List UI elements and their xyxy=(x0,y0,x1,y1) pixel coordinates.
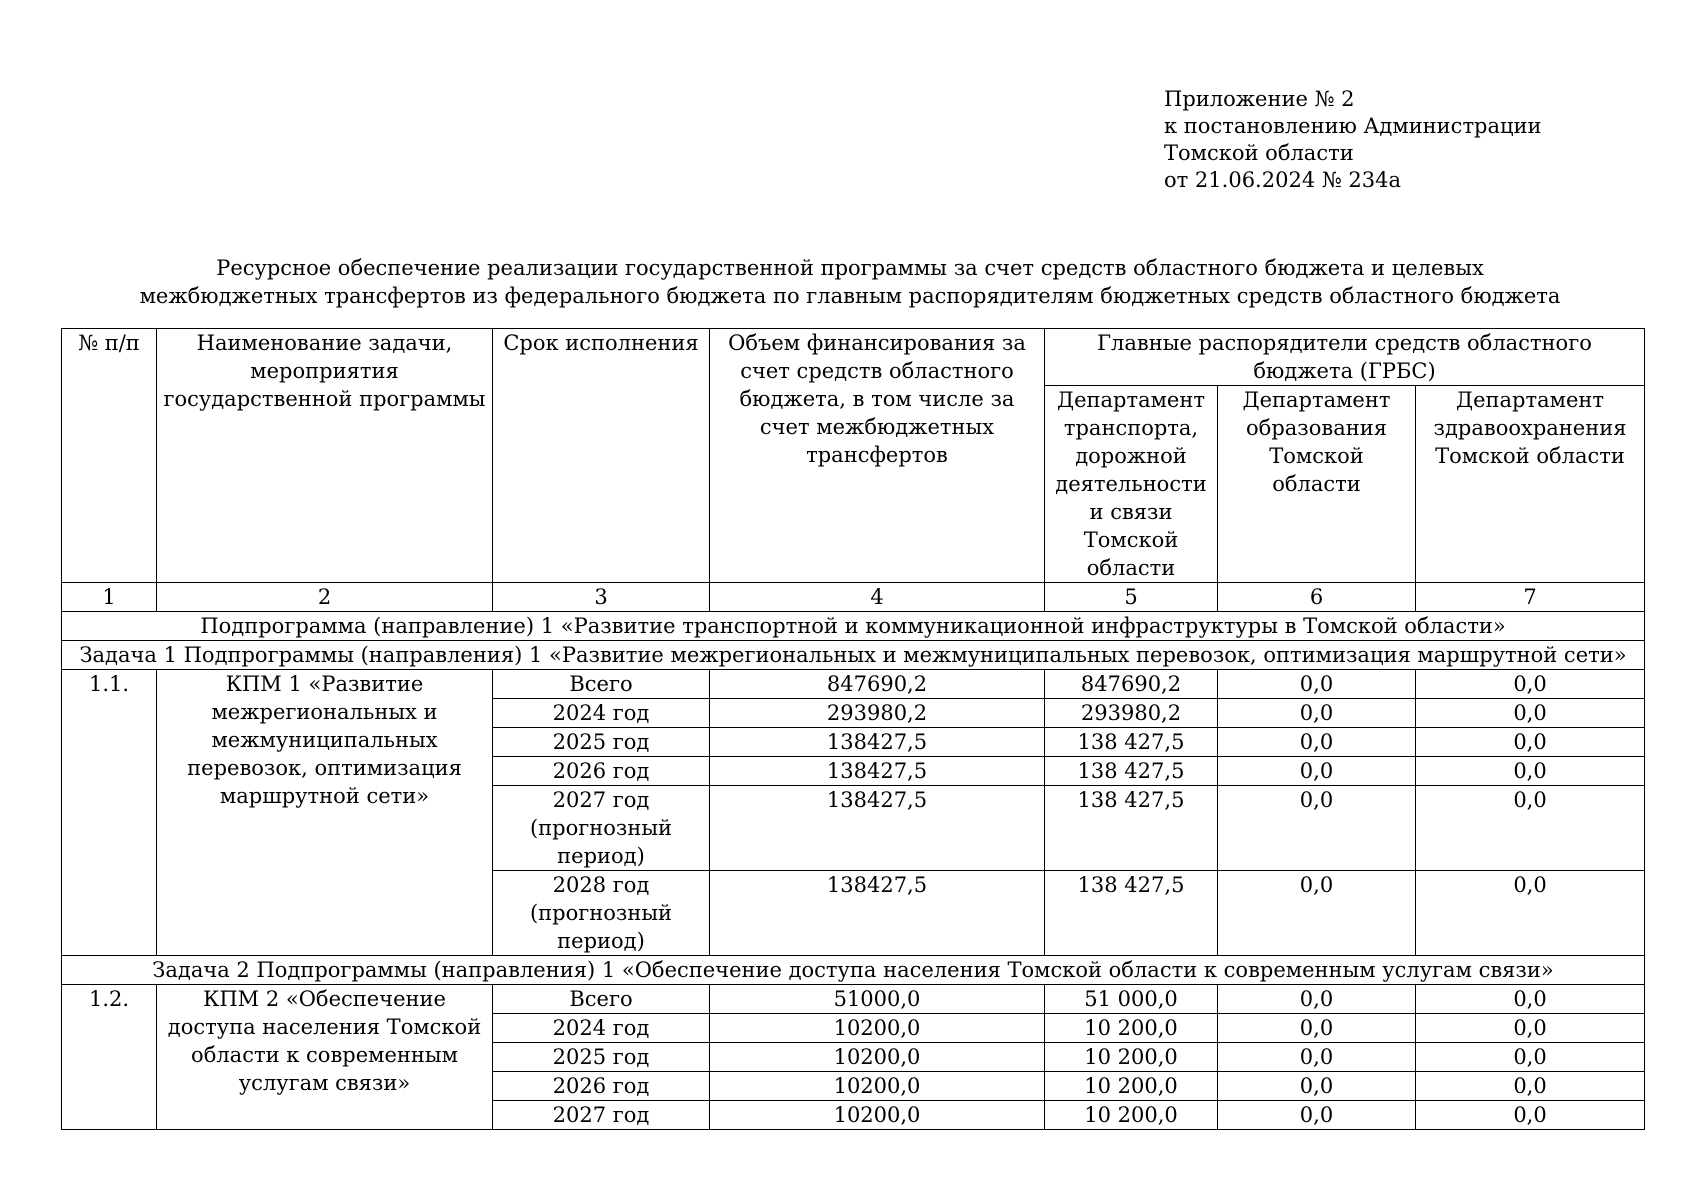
health-cell: 0,0 xyxy=(1416,670,1645,699)
table-row xyxy=(62,670,1645,699)
term-cell: 2025 год xyxy=(493,728,710,757)
health-cell: 0,0 xyxy=(1416,728,1645,757)
task-2-name: КПМ 2 «Обеспечение доступа населения Томской области к современным услугам связи» xyxy=(157,985,493,1130)
education-cell: 0,0 xyxy=(1218,985,1416,1014)
table-row xyxy=(62,985,1645,1014)
task-2-title: Задача 2 Подпрограммы (направления) 1 «Обеспечение доступа населения Томской области к современным услугам связи» xyxy=(62,956,1645,985)
task-2-index: 1.2. xyxy=(62,985,157,1130)
health-cell: 0,0 xyxy=(1416,699,1645,728)
education-cell: 0,0 xyxy=(1218,871,1416,956)
transport-cell: 10 200,0 xyxy=(1045,1072,1218,1101)
education-cell: 0,0 xyxy=(1218,1043,1416,1072)
header-num: № п/п xyxy=(62,329,157,583)
education-cell: 0,0 xyxy=(1218,1072,1416,1101)
task-1-index: 1.1. xyxy=(62,670,157,956)
education-cell: 0,0 xyxy=(1218,728,1416,757)
health-cell: 0,0 xyxy=(1416,1101,1645,1130)
header-dept-health: Департамент здравоохранения Томской области xyxy=(1416,386,1645,583)
appendix-line-4: от 21.06.2024 № 234а xyxy=(1164,168,1401,192)
health-cell: 0,0 xyxy=(1416,871,1645,956)
term-cell: 2026 год xyxy=(493,757,710,786)
appendix-line-2: к постановлению Администрации xyxy=(1164,114,1542,138)
health-cell: 0,0 xyxy=(1416,1014,1645,1043)
volume-cell: 138427,5 xyxy=(710,871,1045,956)
term-cell: 2028 год (прогнозный период) xyxy=(493,871,710,956)
transport-cell: 51 000,0 xyxy=(1045,985,1218,1014)
education-cell: 0,0 xyxy=(1218,699,1416,728)
column-number: 6 xyxy=(1218,583,1416,612)
volume-cell: 51000,0 xyxy=(710,985,1045,1014)
term-cell: 2024 год xyxy=(493,699,710,728)
volume-cell: 10200,0 xyxy=(710,1072,1045,1101)
volume-cell: 10200,0 xyxy=(710,1101,1045,1130)
column-number: 4 xyxy=(710,583,1045,612)
volume-cell: 138427,5 xyxy=(710,757,1045,786)
column-number: 5 xyxy=(1045,583,1218,612)
term-cell: 2024 год xyxy=(493,1014,710,1043)
subprogram-title: Подпрограмма (направление) 1 «Развитие транспортной и коммуникационной инфраструктуры в Томской области» xyxy=(62,612,1645,641)
appendix-line-3: Томской области xyxy=(1164,141,1354,165)
column-number: 7 xyxy=(1416,583,1645,612)
term-cell: 2026 год xyxy=(493,1072,710,1101)
health-cell: 0,0 xyxy=(1416,985,1645,1014)
budget-table xyxy=(61,328,1645,1130)
education-cell: 0,0 xyxy=(1218,757,1416,786)
header-dept-education: Департамент образования Томской области xyxy=(1218,386,1416,583)
transport-cell: 138 427,5 xyxy=(1045,757,1218,786)
term-cell: Всего xyxy=(493,985,710,1014)
transport-cell: 138 427,5 xyxy=(1045,786,1218,871)
education-cell: 0,0 xyxy=(1218,1014,1416,1043)
column-number: 2 xyxy=(157,583,493,612)
header-name: Наименование задачи, мероприятия государственной программы xyxy=(157,329,493,583)
term-cell: 2027 год (прогнозный период) xyxy=(493,786,710,871)
transport-cell: 138 427,5 xyxy=(1045,728,1218,757)
transport-cell: 847690,2 xyxy=(1045,670,1218,699)
health-cell: 0,0 xyxy=(1416,1043,1645,1072)
term-cell: 2027 год xyxy=(493,1101,710,1130)
transport-cell: 293980,2 xyxy=(1045,699,1218,728)
column-number-row xyxy=(62,583,1645,612)
volume-cell: 847690,2 xyxy=(710,670,1045,699)
volume-cell: 138427,5 xyxy=(710,728,1045,757)
appendix-block xyxy=(1164,86,1542,194)
column-number: 3 xyxy=(493,583,710,612)
volume-cell: 293980,2 xyxy=(710,699,1045,728)
health-cell: 0,0 xyxy=(1416,786,1645,871)
transport-cell: 10 200,0 xyxy=(1045,1014,1218,1043)
document-title-line-1: Ресурсное обеспечение реализации государственной программы за счет средств областного бюджета и целевых xyxy=(216,256,1484,280)
task-1-name: КПМ 1 «Развитие межрегиональных и межмуниципальных перевозок, оптимизация маршрутной сети» xyxy=(157,670,493,956)
education-cell: 0,0 xyxy=(1218,1101,1416,1130)
health-cell: 0,0 xyxy=(1416,757,1645,786)
document-title xyxy=(60,254,1640,310)
task-1-title: Задача 1 Подпрограммы (направления) 1 «Развитие межрегиональных и межмуниципальных перевозок, оптимизация маршрутной сети» xyxy=(62,641,1645,670)
transport-cell: 10 200,0 xyxy=(1045,1043,1218,1072)
header-volume: Объем финансирования за счет средств областного бюджета, в том числе за счет межбюджетных трансфертов xyxy=(710,329,1045,583)
transport-cell: 138 427,5 xyxy=(1045,871,1218,956)
column-number: 1 xyxy=(62,583,157,612)
volume-cell: 10200,0 xyxy=(710,1043,1045,1072)
header-term: Срок исполнения xyxy=(493,329,710,583)
education-cell: 0,0 xyxy=(1218,670,1416,699)
health-cell: 0,0 xyxy=(1416,1072,1645,1101)
volume-cell: 10200,0 xyxy=(710,1014,1045,1043)
transport-cell: 10 200,0 xyxy=(1045,1101,1218,1130)
education-cell: 0,0 xyxy=(1218,786,1416,871)
volume-cell: 138427,5 xyxy=(710,786,1045,871)
header-dept-transport: Департамент транспорта, дорожной деятельности и связи Томской области xyxy=(1045,386,1218,583)
header-grbs: Главные распорядители средств областного бюджета (ГРБС) xyxy=(1045,329,1645,386)
appendix-line-1: Приложение № 2 xyxy=(1164,87,1355,111)
term-cell: 2025 год xyxy=(493,1043,710,1072)
term-cell: Всего xyxy=(493,670,710,699)
document-title-line-2: межбюджетных трансфертов из федерального бюджета по главным распорядителям бюджетных средств областного бюджета xyxy=(139,284,1561,308)
